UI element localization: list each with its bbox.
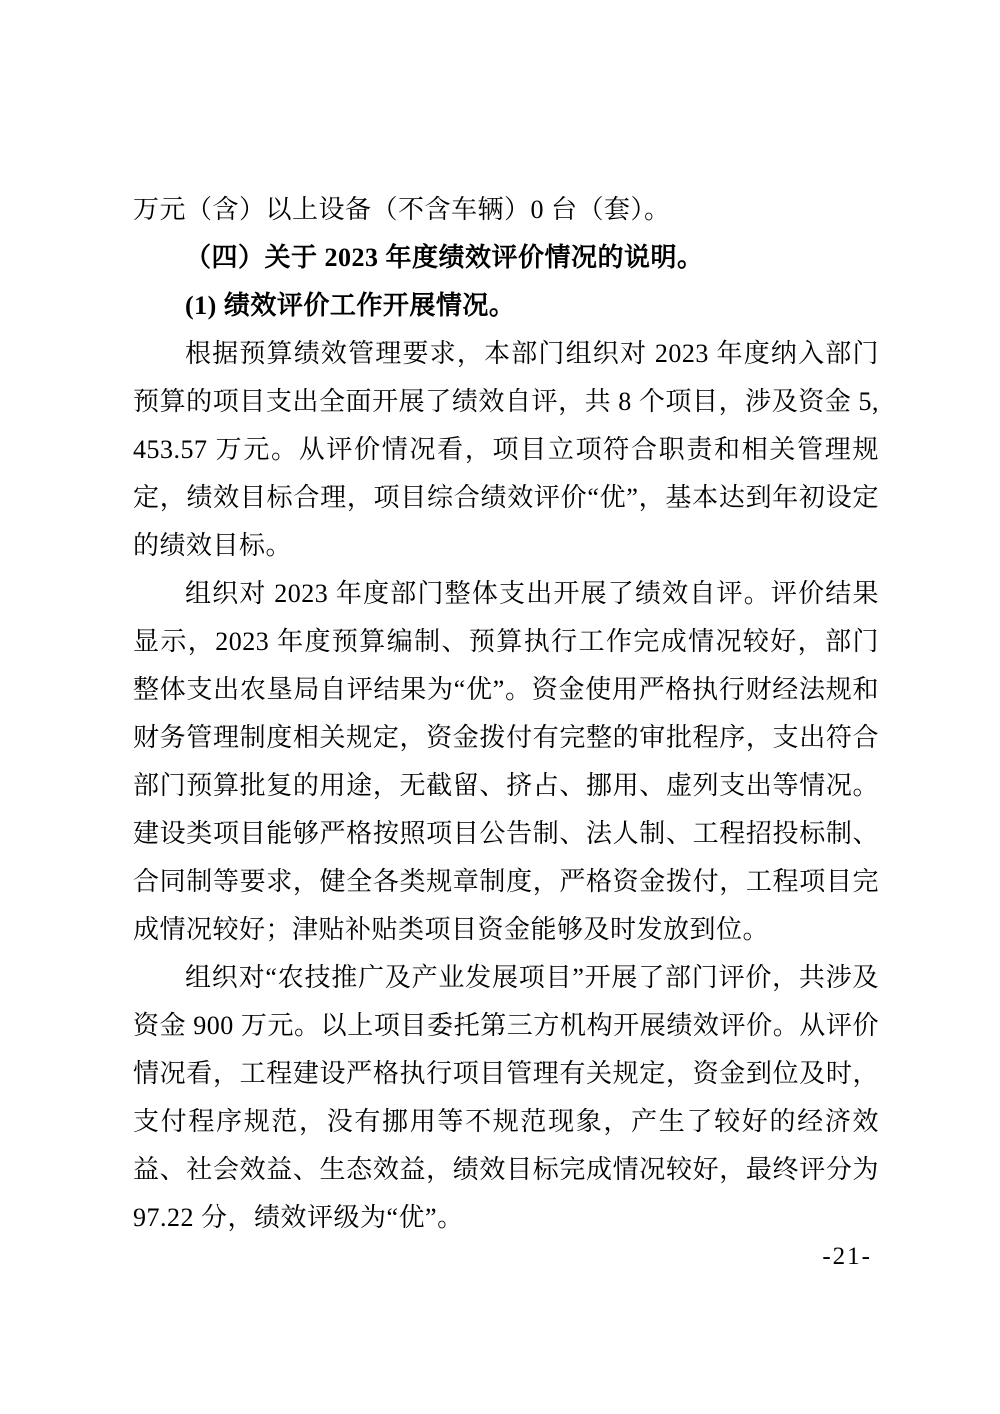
section-heading: （四）关于 2023 年度绩效评价情况的说明。 xyxy=(185,243,704,272)
page-number: -21- xyxy=(822,1243,872,1270)
paragraph: 根据预算绩效管理要求，本部门组织对 2023 年度纳入部门预算的项目支出全面开展了绩效自评，共 8 个项目，涉及资金 5,453.57 万元。从评价情况看，项目立项符合职责和相关管理规定，绩效目标合理，项目综合绩效评价“优”，基本达到年初设定的绩效目标。 xyxy=(133,339,879,560)
paragraph: 组织对“农技推广及产业发展项目”开展了部门评价，共涉及资金 900 万元。以上项目委托第三方机构开展绩效评价。从评价情况看，工程建设严格执行项目管理有关规定，资金到位及时，支付程序规范，没有挪用等不规范现象，产生了较好的经济效益、社会效益、生态效益，绩效目标完成情况较好，最终评分为 97.22 分，绩效评级为“优”。 xyxy=(133,963,879,1232)
paragraph: 组织对 2023 年度部门整体支出开展了绩效自评。评价结果显示，2023 年度预算编制、预算执行工作完成情况较好，部门整体支出农垦局自评结果为“优”。资金使用严格执行财经法规和财务管理制度相关规定，资金拨付有完整的审批程序，支出符合部门预算批复的用途，无截留、挤占、挪用、虚列支出等情况。建设类项目能够严格按照项目公告制、法人制、工程招投标制、合同制等要求，健全各类规章制度，严格资金拨付，工程项目完成情况较好；津贴补贴类项目资金能够及时发放到位。 xyxy=(133,579,879,944)
page-body xyxy=(133,186,879,1242)
paragraph-continuation: 万元（含）以上设备（不含车辆）0 台（套）。 xyxy=(133,195,671,224)
subsection-heading: (1) 绩效评价工作开展情况。 xyxy=(185,291,516,320)
